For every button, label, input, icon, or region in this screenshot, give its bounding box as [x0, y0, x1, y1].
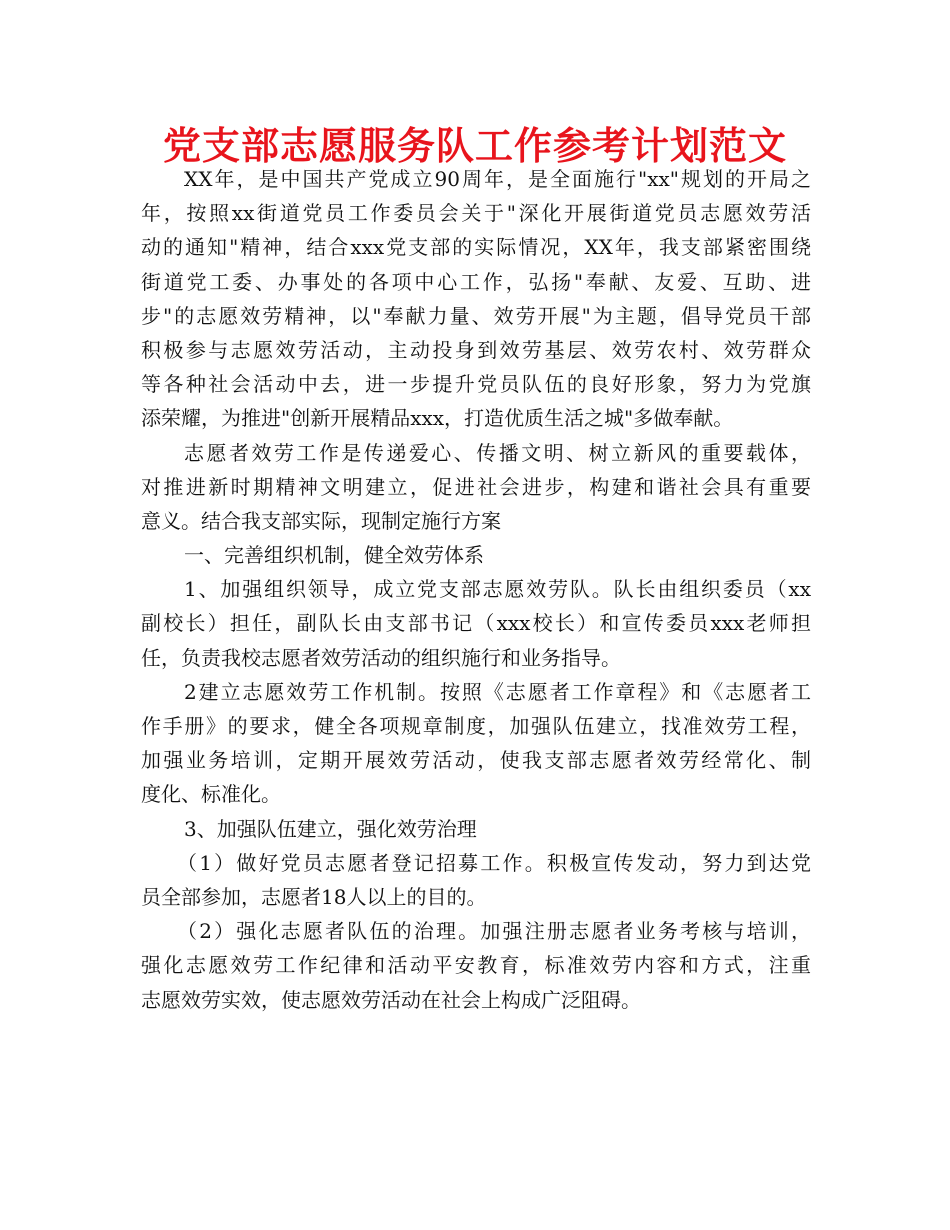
paragraph-3-line-1: 1、加强组织领导，成立党支部志愿效劳队。队长由组织委员（xx: [184, 577, 811, 602]
paragraph-1-line-6: 积极参与志愿效劳活动，主动投身到效劳基层、效劳农村、效劳群众: [141, 337, 811, 362]
paragraph-1-line-3: 动的通知"精神，结合xxx党支部的实际情况，XX年，我支部紧密围绕: [141, 235, 811, 260]
paragraph-2-line-1: 志愿者效劳工作是传递爱心、传播文明、树立新风的重要载体，: [184, 440, 811, 465]
section-heading-1: 一、完善组织机制，健全效劳体系: [184, 543, 484, 568]
paragraph-1-line-7: 等各种社会活动中去，进一步提升党员队伍的良好形象，努力为党旗: [141, 372, 811, 397]
paragraph-4-line-4: 度化、标准化。: [141, 782, 281, 807]
paragraph-1-line-1: XX年，是中国共产党成立90周年，是全面施行"xx"规划的开局之: [184, 167, 811, 191]
paragraph-4-line-3: 加强业务培训，定期开展效劳活动，使我支部志愿者效劳经常化、制: [141, 748, 811, 773]
paragraph-1-line-2: 年，按照xx街道党员工作委员会关于"深化开展街道党员志愿效劳活: [141, 201, 811, 226]
paragraph-3-line-2: 副校长）担任，副队长由支部书记（xxx校长）和宣传委员xxx老师担: [141, 611, 811, 636]
paragraph-5-line-1: （1）做好党员志愿者登记招募工作。积极宣传发动，努力到达党: [177, 850, 811, 875]
paragraph-4-line-1: 2建立志愿效劳工作机制。按照《志愿者工作章程》和《志愿者工: [184, 679, 811, 704]
paragraph-4-line-2: 作手册》的要求，健全各项规章制度，加强队伍建立，找准效劳工程，: [141, 714, 811, 738]
paragraph-6-line-1: （2）强化志愿者队伍的治理。加强注册志愿者业务考核与培训，: [177, 919, 811, 944]
paragraph-1-line-8: 添荣耀，为推进"创新开展精品xxx，打造优质生活之城"多做奉献。: [141, 406, 734, 431]
subsection-heading-3: 3、加强队伍建立，强化效劳治理: [184, 816, 477, 841]
paragraph-1-line-5: 步"的志愿效劳精神，以"奉献力量、效劳开展"为主题，倡导党员干部: [141, 303, 811, 328]
document-body: [141, 162, 811, 1017]
document-title: 党支部志愿服务队工作参考计划范文: [162, 124, 787, 168]
paragraph-5-line-2: 员全部参加，志愿者18人以上的目的。: [141, 884, 487, 909]
paragraph-6-line-2: 强化志愿效劳工作纪律和活动平安教育，标准效劳内容和方式，注重: [141, 953, 811, 978]
paragraph-2-line-3: 意义。结合我支部实际，现制定施行方案: [141, 508, 501, 533]
paragraph-1-line-4: 街道党工委、办事处的各项中心工作，弘扬"奉献、友爱、互助、进: [141, 269, 811, 294]
paragraph-2-line-2: 对推进新时期精神文明建立，促进社会进步，构建和谐社会具有重要: [141, 474, 811, 499]
paragraph-6-line-3: 志愿效劳实效，使志愿效劳活动在社会上构成广泛阻碍。: [141, 987, 641, 1012]
paragraph-3-line-3: 任，负责我校志愿者效劳活动的组织施行和业务指导。: [141, 645, 621, 670]
